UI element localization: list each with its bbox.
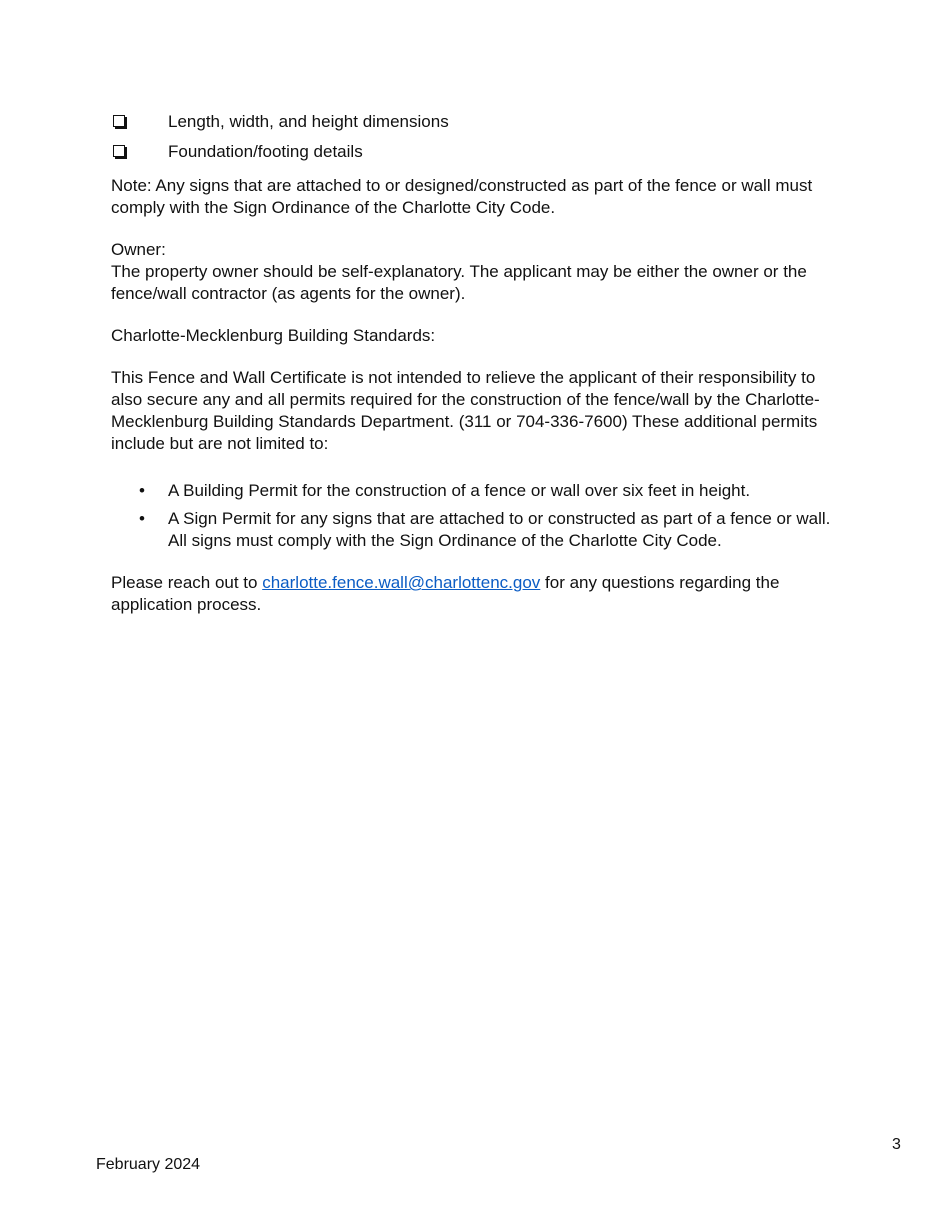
- contact-suffix: for any questions regarding the application process.: [111, 573, 780, 614]
- checkbox-icon: [113, 115, 125, 127]
- building-standards-description: This Fence and Wall Certificate is not intended to relieve the applicant of their responsibility to also secure any and all permits required for the construction of the fence/wall by the Charlotte-Mecklenburg Building Standards Department. (311 or 704-336-7600) These additional permits include but are not limited to:: [111, 368, 820, 453]
- checklist-item: [111, 141, 831, 163]
- building-standards-heading: Charlotte-Mecklenburg Building Standards:: [111, 326, 436, 345]
- owner-description: The property owner should be self-explanatory. The applicant may be either the owner or the fence/wall contractor (as agents for the owner).: [111, 262, 807, 303]
- contact-paragraph: [111, 572, 831, 616]
- checklist-item: [111, 111, 831, 133]
- permit-text: A Sign Permit for any signs that are attached to or constructed as part of a fence or wall. All signs must comply with the Sign Ordinance of the Charlotte City Code.: [168, 509, 831, 550]
- bullet-icon: •: [139, 509, 145, 528]
- checklist-item-text: Length, width, and height dimensions: [168, 112, 449, 131]
- page-number: 3: [892, 1136, 901, 1153]
- permit-list-item: [111, 480, 831, 502]
- bullet-icon: •: [139, 481, 145, 500]
- sign-ordinance-note: Note: Any signs that are attached to or designed/constructed as part of the fence or wall must comply with the Sign Ordinance of the Charlotte City Code.: [111, 176, 813, 217]
- checklist-item-text: Foundation/footing details: [168, 142, 363, 161]
- contact-prefix: Please reach out to: [111, 573, 263, 592]
- permit-list: [111, 480, 831, 552]
- checkbox-icon: [113, 145, 125, 157]
- permit-text: A Building Permit for the construction of a fence or wall over six feet in height.: [168, 481, 751, 500]
- footer-date: February 2024: [96, 1156, 201, 1173]
- email-link[interactable]: charlotte.fence.wall@charlottenc.gov: [262, 573, 541, 592]
- permit-list-item: [111, 508, 831, 552]
- owner-heading: Owner:: [111, 240, 166, 259]
- page-content: [111, 111, 831, 616]
